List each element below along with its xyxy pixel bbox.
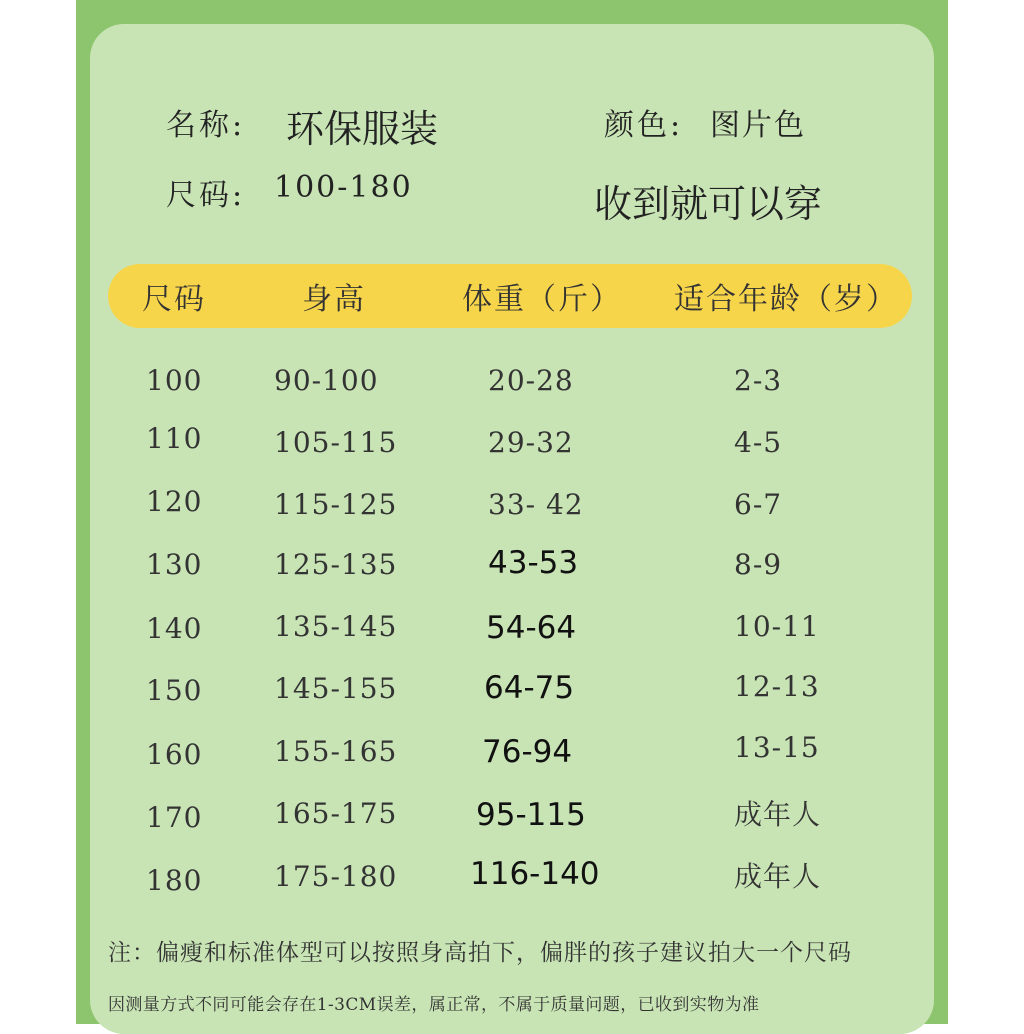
cell-size: 140 <box>146 612 203 645</box>
color-value: 图片色 <box>710 108 806 143</box>
cell-age: 4-5 <box>734 426 783 459</box>
cell-height: 115-125 <box>274 488 398 521</box>
cell-size: 130 <box>146 548 203 581</box>
cell-weight: 43-53 <box>488 545 579 581</box>
cell-weight: 76-94 <box>482 734 573 770</box>
cell-weight: 33- 42 <box>488 488 584 521</box>
cell-age: 2-3 <box>734 364 783 397</box>
cell-weight: 64-75 <box>484 670 575 706</box>
cell-height: 145-155 <box>274 672 398 705</box>
cell-height: 105-115 <box>274 426 398 459</box>
color-label: 颜色: <box>604 108 684 143</box>
cell-size: 100 <box>146 364 203 397</box>
cell-weight: 95-115 <box>476 797 586 833</box>
cell-height: 135-145 <box>274 610 398 643</box>
cell-age: 10-11 <box>734 610 820 643</box>
cell-size: 120 <box>146 485 203 518</box>
cell-height: 155-165 <box>274 735 398 768</box>
cell-weight: 54-64 <box>486 610 577 646</box>
cell-age: 成年人 <box>734 798 822 831</box>
cell-weight: 116-140 <box>470 856 600 892</box>
header-weight: 体重（斤） <box>462 282 622 317</box>
note-line-1: 注：偏瘦和标准体型可以按照身高拍下，偏胖的孩子建议拍大一个尺码 <box>108 940 852 966</box>
note-line-2: 因测量方式不同可能会存在1-3CM误差，属正常，不属于质量问题，已收到实物为准 <box>108 995 760 1015</box>
name-value: 环保服装 <box>286 107 439 151</box>
cell-size: 170 <box>146 801 203 834</box>
size-value: 100-180 <box>274 170 413 205</box>
cell-age: 13-15 <box>734 731 820 764</box>
slogan: 收到就可以穿 <box>594 182 823 226</box>
name-label: 名称: <box>166 108 246 143</box>
cell-height: 125-135 <box>274 548 398 581</box>
cell-weight: 29-32 <box>488 426 574 459</box>
header-age: 适合年龄（岁） <box>674 282 898 317</box>
cell-height: 90-100 <box>274 364 379 397</box>
cell-size: 180 <box>146 864 203 897</box>
cell-size: 110 <box>146 422 203 455</box>
cell-size: 150 <box>146 674 203 707</box>
cell-age: 成年人 <box>734 860 822 893</box>
size-label: 尺码: <box>166 178 246 213</box>
cell-height: 165-175 <box>274 797 398 830</box>
header-height: 身高 <box>302 282 366 317</box>
cell-age: 8-9 <box>734 548 783 581</box>
cell-age: 12-13 <box>734 670 820 703</box>
cell-age: 6-7 <box>734 488 783 521</box>
cell-height: 175-180 <box>274 860 398 893</box>
cell-size: 160 <box>146 738 203 771</box>
header-size: 尺码 <box>142 282 206 317</box>
cell-weight: 20-28 <box>488 364 574 397</box>
